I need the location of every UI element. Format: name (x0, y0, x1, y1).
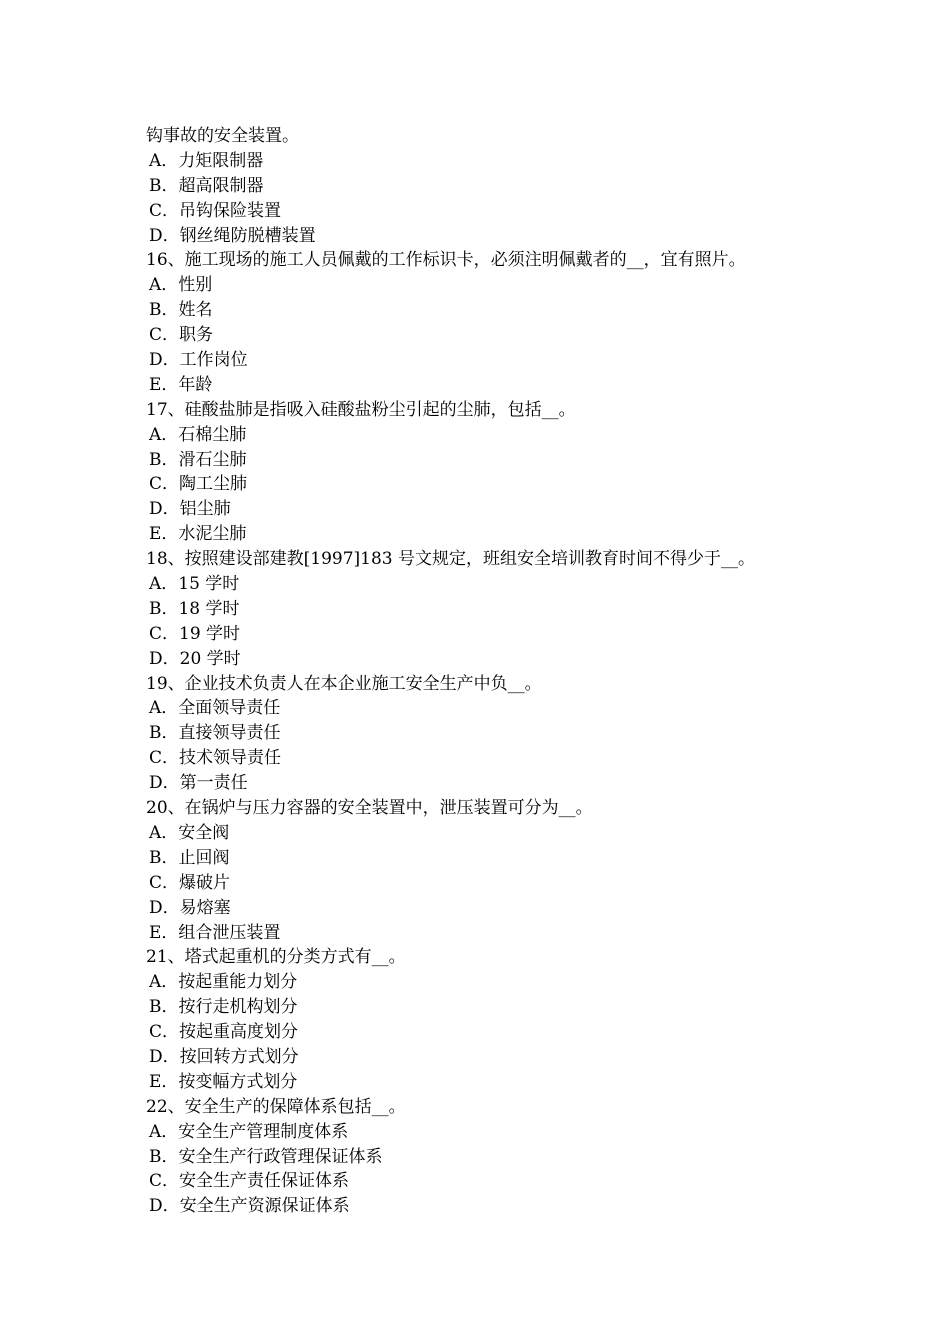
option: A．全面领导责任 (149, 698, 281, 719)
option: B．按行走机构划分 (149, 997, 298, 1018)
option: D．第一责任 (149, 773, 248, 794)
option: E．年龄 (149, 374, 213, 395)
question-22: 22、安全生产的保障体系包括__。 (146, 1096, 406, 1117)
option: A．安全阀 (149, 822, 230, 843)
option: C．陶工尘肺 (149, 474, 248, 495)
option: B．直接领导责任 (149, 723, 281, 744)
option: E．按变幅方式划分 (149, 1071, 298, 1092)
option: A．安全生产管理制度体系 (149, 1121, 349, 1142)
option: B．姓名 (149, 300, 213, 321)
option: C．吊钩保险装置 (149, 200, 282, 221)
option: A．力矩限制器 (149, 150, 264, 171)
option: D．易熔塞 (149, 897, 231, 918)
document-page (146, 124, 836, 1219)
option: D．20 学时 (149, 648, 241, 669)
question-21: 21、塔式起重机的分类方式有__。 (146, 947, 406, 968)
option: C．技术领导责任 (149, 748, 282, 769)
option: B．超高限制器 (149, 175, 264, 196)
option: D．安全生产资源保证体系 (149, 1196, 350, 1217)
question-17: 17、硅酸盐肺是指吸入硅酸盐粉尘引起的尘肺，包括__。 (146, 399, 576, 420)
option: B．止回阀 (149, 847, 230, 868)
option: C．19 学时 (149, 623, 241, 644)
option: C．按起重高度划分 (149, 1022, 299, 1043)
question-19: 19、企业技术负责人在本企业施工安全生产中负__。 (146, 673, 542, 694)
continuation-text: 钩事故的安全装置。 (146, 126, 299, 146)
question-16: 16、施工现场的施工人员佩戴的工作标识卡，必须注明佩戴者的__，宜有照片。 (146, 250, 746, 271)
question-18: 18、按照建设部建教[1997]183 号文规定，班组安全培训教育时间不得少于__。 (146, 549, 756, 570)
option: A．性别 (149, 275, 213, 296)
question-20: 20、在锅炉与压力容器的安全装置中，泄压装置可分为__。 (146, 798, 593, 819)
option: A．石棉尘肺 (149, 424, 247, 445)
option: C．爆破片 (149, 872, 231, 893)
option: D．按回转方式划分 (149, 1046, 299, 1067)
option: A．15 学时 (149, 574, 240, 595)
option: D．铝尘肺 (149, 499, 231, 520)
option: B．安全生产行政管理保证体系 (149, 1146, 383, 1167)
option: A．按起重能力划分 (149, 972, 298, 993)
option: E．组合泄压装置 (149, 922, 281, 943)
option: D．工作岗位 (149, 350, 248, 371)
option: D．钢丝绳防脱槽装置 (149, 225, 316, 246)
option: C．安全生产责任保证体系 (149, 1171, 350, 1192)
option: E．水泥尘肺 (149, 524, 247, 545)
option: B．18 学时 (149, 598, 240, 619)
option: C．职务 (149, 325, 214, 346)
option: B．滑石尘肺 (149, 449, 247, 470)
